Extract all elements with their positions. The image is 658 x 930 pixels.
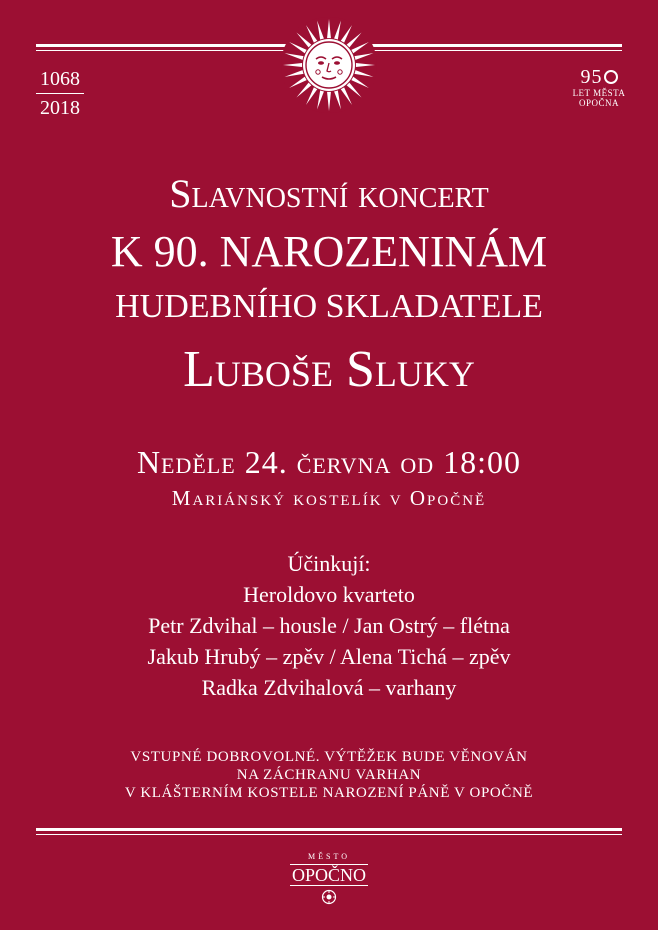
performers-heading: Účinkují: (287, 551, 371, 576)
performer-line: Jakub Hrubý – zpěv / Alena Tichá – zpěv (147, 644, 511, 669)
town-logo (279, 852, 379, 910)
event-place: Mariánský kostelík v Opočně (171, 486, 487, 510)
title-line-4: Luboše Sluky (183, 341, 475, 398)
anniversary-line1: LET MĚSTA (572, 88, 626, 98)
admission-notice (0, 748, 658, 802)
notice-line: V KLÁŠTERNÍM KOSTELE NAROZENÍ PÁNĚ V OPOČNĚ (124, 785, 534, 801)
title-line-1: Slavnostní koncert (169, 171, 489, 216)
years-bottom: 2018 (40, 97, 80, 119)
anniversary-line2: OPOČNA (578, 98, 619, 108)
notice-line: VSTUPNÉ DOBROVOLNÉ. VÝTĚŽEK BUDE VĚNOVÁN (130, 749, 528, 765)
performer-line: Heroldovo kvarteto (243, 582, 415, 607)
notice-line: NA ZÁCHRANU VARHAN (236, 767, 422, 783)
sun-mark-icon (279, 889, 379, 910)
performer-line: Petr Zdvihal – housle / Jan Ostrý – flétna (148, 613, 510, 638)
performers-block (0, 548, 658, 703)
logo-big-text: OPOČNO (291, 865, 366, 885)
years-top: 1068 (40, 68, 80, 90)
logo-small-text: MĚSTO (308, 852, 350, 861)
anniversary-number (566, 66, 632, 88)
event-date: Neděle 24. června od 18:00 (136, 444, 522, 480)
years-badge (30, 68, 90, 119)
sun-face-icon (280, 16, 378, 114)
performer-line: Radka Zdvihalová – varhany (201, 675, 457, 700)
title-line-2: K 90. NAROZENINÁM (110, 227, 548, 276)
zero-ring-icon (604, 70, 618, 84)
title-line-3: HUDEBNÍHO SKLADATELE (115, 288, 543, 325)
anniversary-badge (566, 66, 632, 108)
bottom-divider (36, 828, 622, 835)
anniversary-digits: 95 (580, 66, 603, 88)
years-separator (36, 93, 84, 94)
